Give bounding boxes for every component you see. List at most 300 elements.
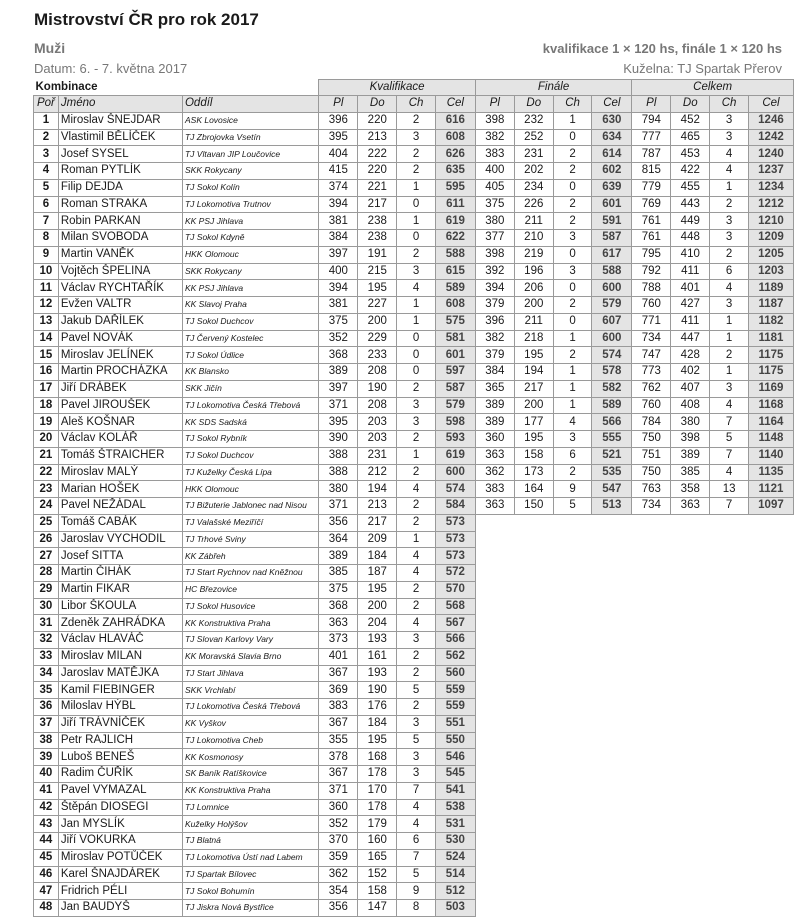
score-cell: 397 [319,246,358,263]
total-cell: 600 [435,464,475,481]
score-cell [671,766,710,783]
score-cell: 7 [710,414,749,431]
score-cell: 2 [397,112,436,129]
event-date: Datum: 6. - 7. května 2017 [34,61,188,76]
total-cell [748,883,793,900]
total-cell [592,648,632,665]
score-cell: 4 [710,163,749,180]
total-cell: 588 [435,246,475,263]
score-cell: 2 [397,431,436,448]
score-cell [710,565,749,582]
score-cell: 8 [397,900,436,917]
player-name: Radim ČUŘÍK [58,766,182,783]
total-cell [748,766,793,783]
score-cell: 750 [632,431,671,448]
total-cell [592,766,632,783]
score-cell [671,833,710,850]
total-cell [592,866,632,883]
score-cell: 212 [358,464,397,481]
table-row [34,330,794,347]
table-row [34,498,794,515]
total-cell: 1097 [748,498,793,515]
score-cell [514,682,553,699]
table-row [34,447,794,464]
col-fi-ch-header: Ch [553,96,592,113]
score-cell: 363 [475,498,514,515]
score-cell: 760 [632,397,671,414]
rank-cell: 11 [34,280,59,297]
score-cell: 395 [319,414,358,431]
player-name: Marian HOŠEK [58,481,182,498]
score-cell [475,665,514,682]
player-name: Tomáš ŠTRAICHER [58,447,182,464]
club-name: TJ Lokomotiva Česká Třebová [182,397,318,414]
rank-cell: 14 [34,330,59,347]
category-label: Muži [34,40,66,56]
score-cell: 200 [358,313,397,330]
table-row [34,900,794,917]
col-ce-ch-header: Ch [710,96,749,113]
score-cell: 165 [358,849,397,866]
score-cell: 209 [358,531,397,548]
score-cell: 455 [671,179,710,196]
total-cell: 617 [592,246,632,263]
score-cell: 178 [358,799,397,816]
score-cell: 2 [553,196,592,213]
table-row [34,364,794,381]
score-cell: 360 [475,431,514,448]
rank-cell: 29 [34,581,59,598]
score-cell: 388 [319,464,358,481]
score-cell: 410 [671,246,710,263]
score-cell: 4 [397,280,436,297]
club-name: TJ Valašské Meziříčí [182,514,318,531]
score-cell: 375 [319,313,358,330]
score-cell [475,833,514,850]
score-cell: 219 [514,246,553,263]
score-cell: 380 [671,414,710,431]
total-cell: 1234 [748,179,793,196]
score-cell: 179 [358,816,397,833]
player-name: Petr RAJLICH [58,732,182,749]
score-cell: 203 [358,414,397,431]
score-cell [632,531,671,548]
total-cell: 616 [435,112,475,129]
score-cell: 3 [553,431,592,448]
col-kv-cel-header: Cel [435,96,475,113]
rank-cell: 23 [34,481,59,498]
score-cell [514,900,553,917]
score-cell: 465 [671,129,710,146]
total-cell [592,715,632,732]
club-name: KK Slavoj Praha [182,297,318,314]
score-cell: 453 [671,146,710,163]
score-cell [710,581,749,598]
score-cell: 763 [632,481,671,498]
total-cell: 597 [435,364,475,381]
score-cell: 191 [358,246,397,263]
rank-cell: 31 [34,615,59,632]
score-cell: 1 [397,179,436,196]
score-cell: 2 [553,213,592,230]
total-cell: 1189 [748,280,793,297]
club-name: HKK Olomouc [182,481,318,498]
score-cell: 359 [319,849,358,866]
score-cell [632,766,671,783]
score-cell: 401 [671,280,710,297]
total-cell [748,682,793,699]
score-cell: 389 [319,548,358,565]
score-cell: 233 [358,347,397,364]
total-cell [592,565,632,582]
table-row [34,749,794,766]
score-cell: 373 [319,632,358,649]
total-cell [748,900,793,917]
club-name: TJ Červený Kostelec [182,330,318,347]
table-row [34,297,794,314]
table-row [34,431,794,448]
total-cell: 550 [435,732,475,749]
player-name: Václav HLAVÁČ [58,632,182,649]
score-cell [710,648,749,665]
score-cell: 4 [397,481,436,498]
total-cell [592,749,632,766]
score-cell [710,749,749,766]
rank-cell: 3 [34,146,59,163]
table-row [34,766,794,783]
player-name: Miloslav HÝBL [58,699,182,716]
score-cell: 382 [475,330,514,347]
total-cell: 587 [592,230,632,247]
total-cell [592,581,632,598]
rank-cell: 47 [34,883,59,900]
score-cell: 389 [475,397,514,414]
score-cell: 0 [397,330,436,347]
table-row [34,313,794,330]
score-cell: 389 [319,364,358,381]
total-cell [592,900,632,917]
total-cell [592,615,632,632]
total-cell: 567 [435,615,475,632]
score-cell [514,732,553,749]
col-ce-do-header: Do [671,96,710,113]
venue-label: Kuželna: TJ Spartak Přerov [623,61,782,76]
score-cell: 208 [358,397,397,414]
score-cell: 761 [632,230,671,247]
score-cell: 211 [514,213,553,230]
score-cell [514,766,553,783]
club-name: KK PSJ Jihlava [182,213,318,230]
score-cell: 3 [553,230,592,247]
rank-cell: 6 [34,196,59,213]
score-cell [514,782,553,799]
score-cell: 4 [710,397,749,414]
total-cell: 615 [435,263,475,280]
total-cell: 524 [435,849,475,866]
score-cell: 231 [514,146,553,163]
club-name: TJ Lokomotiva Trutnov [182,196,318,213]
score-cell: 352 [319,330,358,347]
score-cell: 4 [397,799,436,816]
score-cell: 368 [319,598,358,615]
score-cell: 217 [358,196,397,213]
column-header-row [34,96,794,113]
table-row [34,732,794,749]
score-cell [671,565,710,582]
club-name: TJ Lokomotiva Ústí nad Labem [182,849,318,866]
score-cell: 389 [671,447,710,464]
total-cell: 1140 [748,447,793,464]
rank-cell: 15 [34,347,59,364]
score-cell [671,883,710,900]
score-cell [553,598,592,615]
score-cell [475,883,514,900]
rank-cell: 44 [34,833,59,850]
total-cell [748,565,793,582]
player-name: Evžen VALTR [58,297,182,314]
score-cell: 3 [710,380,749,397]
score-cell [671,514,710,531]
score-cell: 382 [475,129,514,146]
score-cell: 217 [514,380,553,397]
score-cell: 3 [710,230,749,247]
total-cell: 514 [435,866,475,883]
score-cell [671,648,710,665]
score-cell: 210 [514,230,553,247]
total-cell: 579 [592,297,632,314]
score-cell [710,766,749,783]
score-cell: 367 [319,715,358,732]
table-row [34,179,794,196]
rank-cell: 10 [34,263,59,280]
score-cell: 3 [553,263,592,280]
table-row [34,163,794,180]
results-body [34,112,794,916]
total-cell: 562 [435,648,475,665]
score-cell: 229 [358,330,397,347]
score-cell: 761 [632,213,671,230]
score-cell [514,565,553,582]
score-cell: 375 [319,581,358,598]
player-name: Libor ŠKOULA [58,598,182,615]
club-name: KK Konstruktiva Praha [182,615,318,632]
score-cell: 4 [397,615,436,632]
score-cell: 356 [319,900,358,917]
club-name: TJ Jiskra Nová Bystřice [182,900,318,917]
total-cell [592,632,632,649]
table-row [34,866,794,883]
player-name: Roman PYTLÍK [58,163,182,180]
total-cell [748,833,793,850]
score-cell [671,598,710,615]
score-cell [475,732,514,749]
player-name: Tomáš CABÁK [58,514,182,531]
player-name: Vlastimil BĚLÍČEK [58,129,182,146]
score-cell: 2 [397,163,436,180]
rank-cell: 4 [34,163,59,180]
score-cell: 1 [553,330,592,347]
total-cell: 588 [592,263,632,280]
total-cell: 1212 [748,196,793,213]
club-name: TJ Slovan Karlovy Vary [182,632,318,649]
score-cell [553,816,592,833]
rank-cell: 2 [34,129,59,146]
col-kv-pl-header: Pl [319,96,358,113]
total-cell: 555 [592,431,632,448]
score-cell: 3 [710,213,749,230]
rank-cell: 19 [34,414,59,431]
total-cell: 1210 [748,213,793,230]
score-cell: 370 [319,833,358,850]
score-cell: 194 [514,364,553,381]
score-cell [671,615,710,632]
club-name: TJ Start Jihlava [182,665,318,682]
score-cell: 238 [358,230,397,247]
score-cell: 190 [358,380,397,397]
player-name: Jan MYSLÍK [58,816,182,833]
score-cell: 1 [553,112,592,129]
score-cell: 380 [475,213,514,230]
score-cell: 2 [397,598,436,615]
score-cell: 363 [671,498,710,515]
score-cell: 402 [671,364,710,381]
score-cell: 1 [553,364,592,381]
score-cell: 794 [632,112,671,129]
score-cell: 0 [553,129,592,146]
score-cell: 398 [475,112,514,129]
total-cell [592,782,632,799]
score-cell: 2 [397,581,436,598]
score-cell: 4 [710,464,749,481]
score-cell [671,732,710,749]
total-cell: 547 [592,481,632,498]
score-cell [475,715,514,732]
score-cell [632,699,671,716]
club-name: HC Březovice [182,581,318,598]
score-cell [671,682,710,699]
score-cell: 0 [397,196,436,213]
score-cell: 443 [671,196,710,213]
score-cell [632,799,671,816]
club-name: KK SDS Sadská [182,414,318,431]
score-cell [475,514,514,531]
score-cell: 371 [319,498,358,515]
score-cell [514,866,553,883]
rank-cell: 8 [34,230,59,247]
player-name: Jaroslav MATĚJKA [58,665,182,682]
score-cell: 395 [319,129,358,146]
score-cell [553,766,592,783]
score-cell [514,883,553,900]
score-cell: 4 [397,565,436,582]
score-cell: 173 [514,464,553,481]
rank-cell: 42 [34,799,59,816]
score-cell: 3 [397,263,436,280]
score-cell [632,782,671,799]
competition-format: kvalifikace 1 × 120 hs, finále 1 × 120 hs [542,41,782,56]
score-cell: 3 [397,632,436,649]
club-name: KK PSJ Jihlava [182,280,318,297]
club-name: ASK Lovosice [182,112,318,129]
score-cell: 368 [319,347,358,364]
score-cell: 2 [710,196,749,213]
total-cell: 568 [435,598,475,615]
score-cell: 3 [397,129,436,146]
score-cell: 447 [671,330,710,347]
score-cell: 195 [358,732,397,749]
score-cell [514,598,553,615]
score-cell [514,632,553,649]
score-cell: 0 [553,280,592,297]
total-cell: 1148 [748,431,793,448]
total-cell: 622 [435,230,475,247]
score-cell: 411 [671,263,710,280]
total-cell: 630 [592,112,632,129]
score-cell: 1 [710,313,749,330]
score-cell [632,682,671,699]
score-cell: 204 [358,615,397,632]
total-cell [748,816,793,833]
total-cell [592,665,632,682]
score-cell [710,632,749,649]
club-name: TJ Sokol Duchcov [182,313,318,330]
score-cell: 3 [397,715,436,732]
table-row [34,715,794,732]
score-cell: 158 [358,883,397,900]
score-cell: 396 [475,313,514,330]
score-cell [553,648,592,665]
score-cell: 769 [632,196,671,213]
total-cell: 503 [435,900,475,917]
score-cell: 379 [475,347,514,364]
score-cell [632,715,671,732]
score-cell [632,833,671,850]
rank-cell: 16 [34,364,59,381]
score-cell [553,732,592,749]
score-cell: 773 [632,364,671,381]
player-name: Pavel NEŽÁDAL [58,498,182,515]
total-cell: 608 [435,297,475,314]
total-cell [592,799,632,816]
total-cell [748,849,793,866]
rank-cell: 35 [34,682,59,699]
score-cell [710,665,749,682]
score-cell [710,514,749,531]
table-row [34,196,794,213]
score-cell [632,665,671,682]
score-cell: 3 [397,766,436,783]
table-row [34,648,794,665]
score-cell [514,833,553,850]
score-cell [671,632,710,649]
rank-cell: 41 [34,782,59,799]
rank-cell: 27 [34,548,59,565]
score-cell [475,799,514,816]
score-cell [710,782,749,799]
score-cell: 777 [632,129,671,146]
section-celkem: Celkem [632,80,794,96]
score-cell: 390 [319,431,358,448]
score-cell [671,715,710,732]
score-cell: 194 [358,481,397,498]
club-name: TJ Blatná [182,833,318,850]
rank-cell: 43 [34,816,59,833]
score-cell: 3 [397,414,436,431]
score-cell: 364 [319,531,358,548]
player-name: Jakub DAŘÍLEK [58,313,182,330]
score-cell [710,548,749,565]
player-name: Martin PROCHÁZKA [58,364,182,381]
